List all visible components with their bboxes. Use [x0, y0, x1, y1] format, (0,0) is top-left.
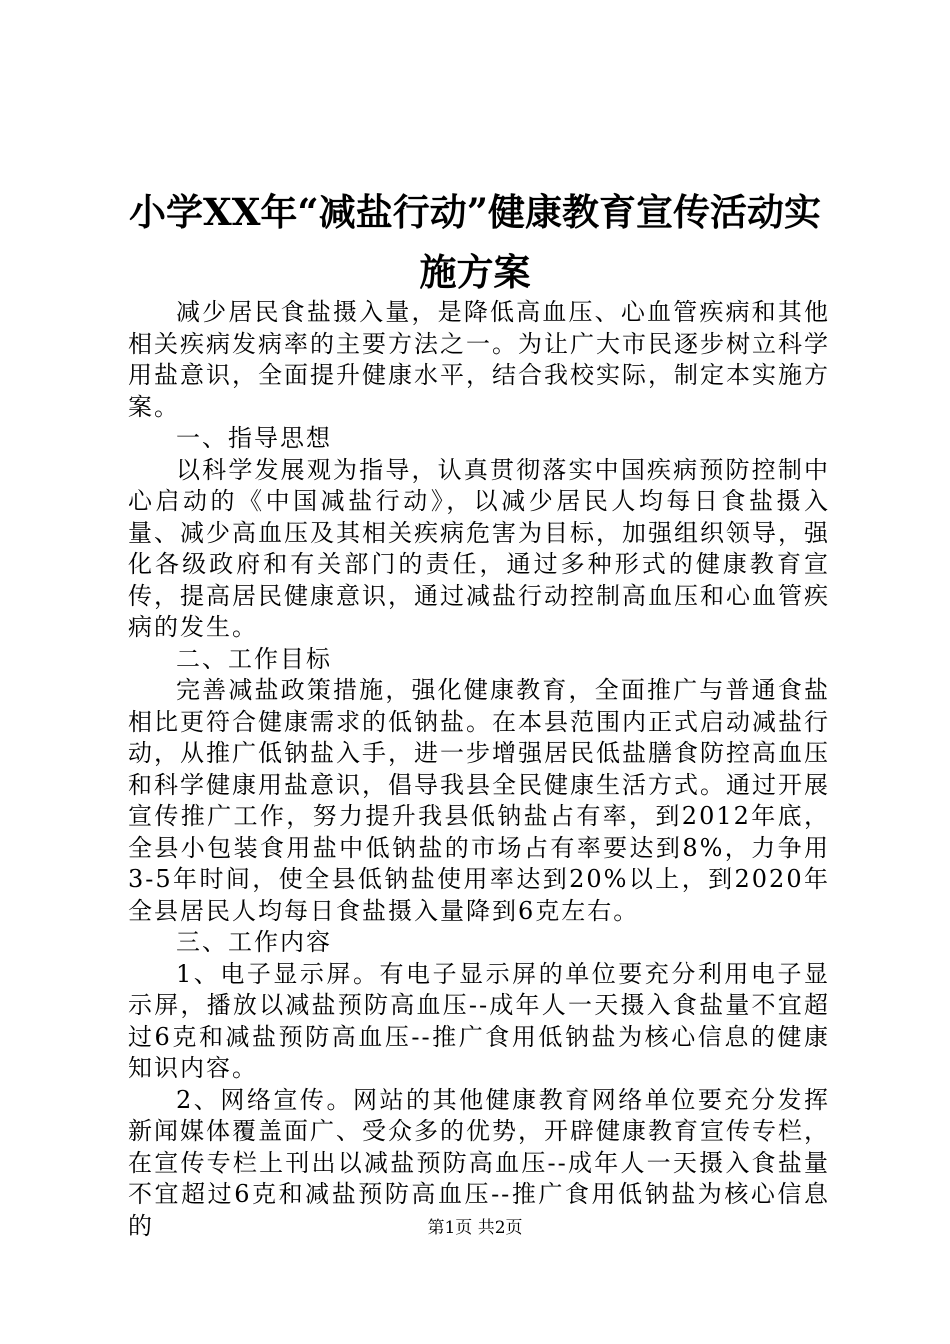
document-title-line-2: 施方案 — [419, 250, 531, 294]
work-content-item-electronic-display: 1、电子显示屏。有电子显示屏的单位要充分利用电子显示屏，播放以减盐预防高血压--成年人一天摄入食盐量不宜超过6克和减盐预防高血压--推广食用低钠盐为核心信息的健康知识内容。 — [128, 959, 830, 1082]
guiding-thought-paragraph: 以科学发展观为指导，认真贯彻落实中国疾病预防控制中心启动的《中国减盐行动》，以减少居民人均每日食盐摄入量、减少高血压及其相关疾病危害为目标，加强组织领导，强化各级政府和有关部门的责任，通过多种形式的健康教育宣传，提高居民健康意识，通过减盐行动控制高血压和心血管疾病的发生。 — [128, 455, 830, 641]
work-goals-paragraph: 完善减盐政策措施，强化健康教育，全面推广与普通食盐相比更符合健康需求的低钠盐。在本县范围内正式启动减盐行动，从推广低钠盐入手，进一步增强居民低盐膳食防控高血压和科学健康用盐意识，倡导我县全民健康生活方式。通过开展宣传推广工作，努力提升我县低钠盐占有率，到2012年底，全县小包装食用盐中低钠盐的市场占有率要达到8%，力争用3-5年时间，使全县低钠盐使用率达到20%以上，到2020年全县居民人均每日食盐摄入量降到6克左右。 — [128, 676, 830, 925]
section-heading-work-goals: 二、工作目标 — [176, 644, 332, 673]
work-content-item-network-publicity: 2、网络宣传。网站的其他健康教育网络单位要充分发挥新闻媒体覆盖面广、受众多的优势，开辟健康教育宣传专栏，在宣传专栏上刊出以减盐预防高血压--成年人一天摄入食盐量不宜超过6克和减盐预防高血压--推广食用低钠盐为核心信息的 — [128, 1085, 830, 1240]
intro-paragraph: 减少居民食盐摄入量，是降低高血压、心血管疾病和其他相关疾病发病率的主要方法之一。为让广大市民逐步树立科学用盐意识，全面提升健康水平，结合我校实际，制定本实施方案。 — [128, 298, 830, 421]
document-title-line-1: 小学XX年“减盐行动”健康教育宣传活动实 — [129, 190, 821, 234]
section-heading-work-content: 三、工作内容 — [176, 928, 332, 956]
document-body — [128, 297, 830, 1242]
page-footer: 第1页 共2页 — [427, 1218, 523, 1238]
section-heading-guiding-thought: 一、指导思想 — [176, 424, 332, 452]
